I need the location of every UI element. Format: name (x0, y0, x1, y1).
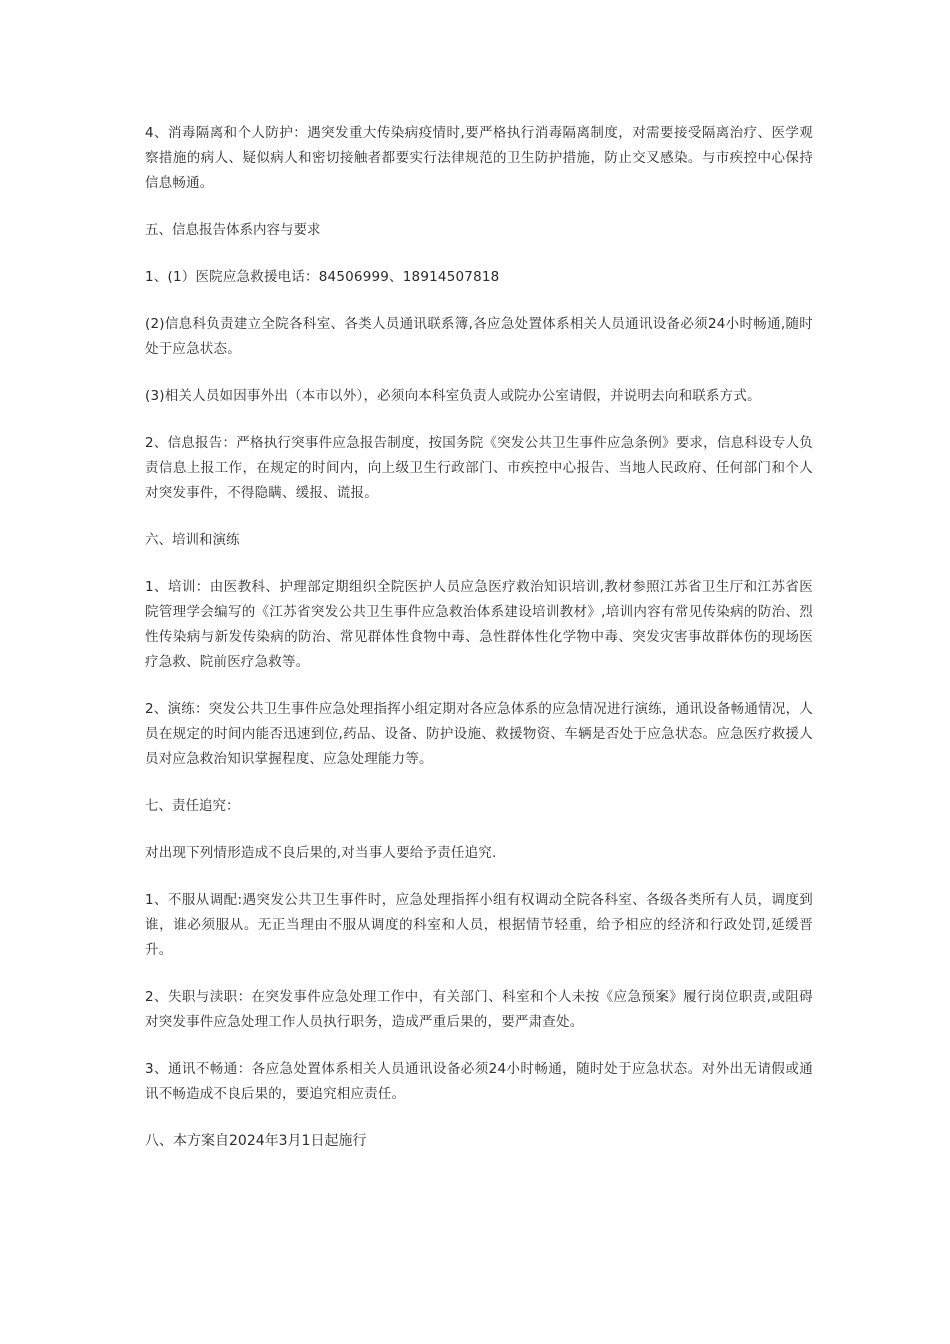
section-heading-8: 八、本方案自2024年3月1日起施行 (145, 1133, 367, 1149)
paragraph-disobedience: 1、不服从调配:遇突发公共卫生事件时，应急处理指挥小组有权调动全院各科室、各级各类所有人员，调度到谁，谁必须服从。无正当理由不服从调度的科室和人员，根据情节轻重，给予相应的经济和行政处罚,延缓晋升。 (145, 892, 813, 958)
paragraph-info-report: 2、信息报告：严格执行突事件应急报告制度，按国务院《突发公共卫生事件应急条例》要求，信息科设专人负责信息上报工作，在规定的时间内，向上级卫生行政部门、市疾控中心报告、当地人民政府、任何部门和个人对突发事件，不得隐瞒、缓报、谎报。 (145, 435, 813, 501)
section-heading-7: 七、责任追究： (145, 798, 240, 814)
section-heading-6: 六、培训和演练 (145, 532, 240, 548)
paragraph-accountability-intro: 对出现下列情形造成不良后果的,对当事人要给予责任追究. (145, 845, 497, 861)
paragraph-emergency-phone: 1、(1）医院应急救援电话：84506999、18914507818 (145, 269, 500, 285)
paragraph-disinfection: 4、消毒隔离和个人防护：遇突发重大传染病疫情时,要严格执行消毒隔离制度，对需要接受隔离治疗、医学观察措施的病人、疑似病人和密切接触者都要实行法律规范的卫生防护措施，防止交叉感染。与市疾控中心保持信息畅通。 (145, 125, 813, 191)
paragraph-training: 1、培训：由医教科、护理部定期组织全院医护人员应急医疗救治知识培训,教材参照江苏省卫生厅和江苏省医院管理学会编写的《江苏省突发公共卫生事件应急救治体系建设培训教材》,培训内容有常见传染病的防治、烈性传染病与新发传染病的防治、常见群体性食物中毒、急性群体性化学物中毒、突发灾害事故群体伤的现场医疗急救、院前医疗急救等。 (145, 579, 813, 670)
document-page (145, 121, 813, 1176)
paragraph-dereliction: 2、失职与渎职：在突发事件应急处理工作中，有关部门、科室和个人未按《应急预案》履行岗位职责,或阻碍对突发事件应急处理工作人员执行职务，造成严重后果的，要严肃查处。 (145, 989, 813, 1030)
paragraph-leave-request: (3)相关人员如因事外出（本市以外），必须向本科室负责人或院办公室请假，并说明去向和联系方式。 (145, 388, 761, 404)
section-heading-5: 五、信息报告体系内容与要求 (145, 222, 321, 238)
paragraph-contact-book: (2)信息科负责建立全院各科室、各类人员通讯联系簿,各应急处置体系相关人员通讯设备必须24小时畅通,随时处于应急状态。 (145, 316, 813, 357)
paragraph-communication: 3、通讯不畅通：各应急处置体系相关人员通讯设备必须24小时畅通，随时处于应急状态。对外出无请假或通讯不畅造成不良后果的，要追究相应责任。 (145, 1061, 813, 1102)
paragraph-drill: 2、演练：突发公共卫生事件应急处理指挥小组定期对各应急体系的应急情况进行演练，通讯设备畅通情况，人员在规定的时间内能否迅速到位,药品、设备、防护设施、救援物资、车辆是否处于应急状态。应急医疗救援人员对应急救治知识掌握程度、应急处理能力等。 (145, 701, 813, 767)
